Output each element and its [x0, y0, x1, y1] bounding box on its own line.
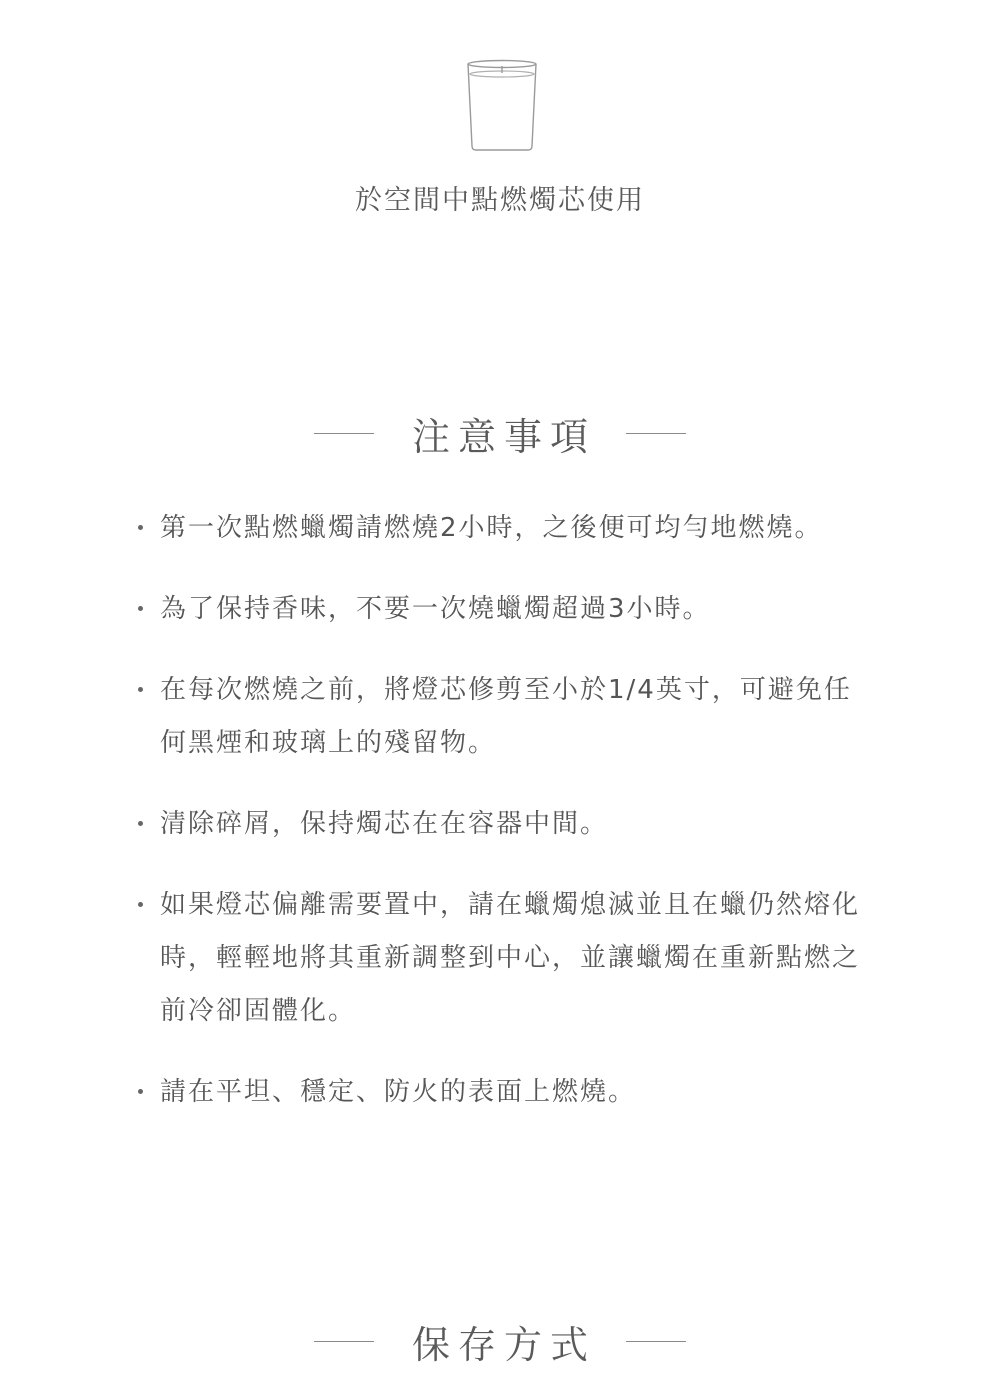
- heading-rule-left: [314, 1341, 374, 1342]
- list-item: [130, 879, 875, 1038]
- note-text: 如果燈芯偏離需要置中，請在蠟燭熄滅並且在蠟仍然熔化時，輕輕地將其重新調整到中心，並讓蠟燭在重新點燃之前冷卻固體化。: [160, 890, 861, 1026]
- note-text: 第一次點燃蠟燭請燃燒2小時，之後便可均勻地燃燒。: [160, 513, 823, 543]
- bullet-icon: [138, 525, 143, 530]
- list-item: [130, 583, 875, 636]
- notes-title: 注意事項: [411, 415, 596, 459]
- note-text: 清除碎屑，保持燭芯在在容器中間。: [160, 809, 609, 839]
- notes-heading: [0, 406, 1000, 461]
- heading-rule-right: [626, 1341, 686, 1342]
- bullet-icon: [138, 821, 143, 826]
- list-item: [130, 1066, 875, 1119]
- usage-caption: 於空間中點燃燭芯使用: [355, 185, 645, 216]
- candle-glass-icon: [464, 58, 540, 152]
- heading-rule-right: [626, 433, 686, 434]
- bullet-icon: [138, 1089, 143, 1094]
- list-item: [130, 664, 875, 770]
- list-item: [130, 502, 875, 555]
- note-text: 請在平坦、穩定、防火的表面上燃燒。: [160, 1077, 637, 1107]
- heading-rule-left: [314, 433, 374, 434]
- notes-list: [130, 502, 875, 1147]
- bullet-icon: [138, 687, 143, 692]
- list-item: [130, 798, 875, 851]
- bullet-icon: [138, 902, 143, 907]
- storage-title: 保存方式: [411, 1323, 596, 1367]
- note-text: 在每次燃燒之前，將燈芯修剪至小於1/4英寸，可避免任何黑煙和玻璃上的殘留物。: [160, 675, 852, 758]
- storage-heading: [0, 1314, 1000, 1369]
- note-text: 為了保持香味，不要一次燒蠟燭超過3小時。: [160, 594, 711, 624]
- bullet-icon: [138, 606, 143, 611]
